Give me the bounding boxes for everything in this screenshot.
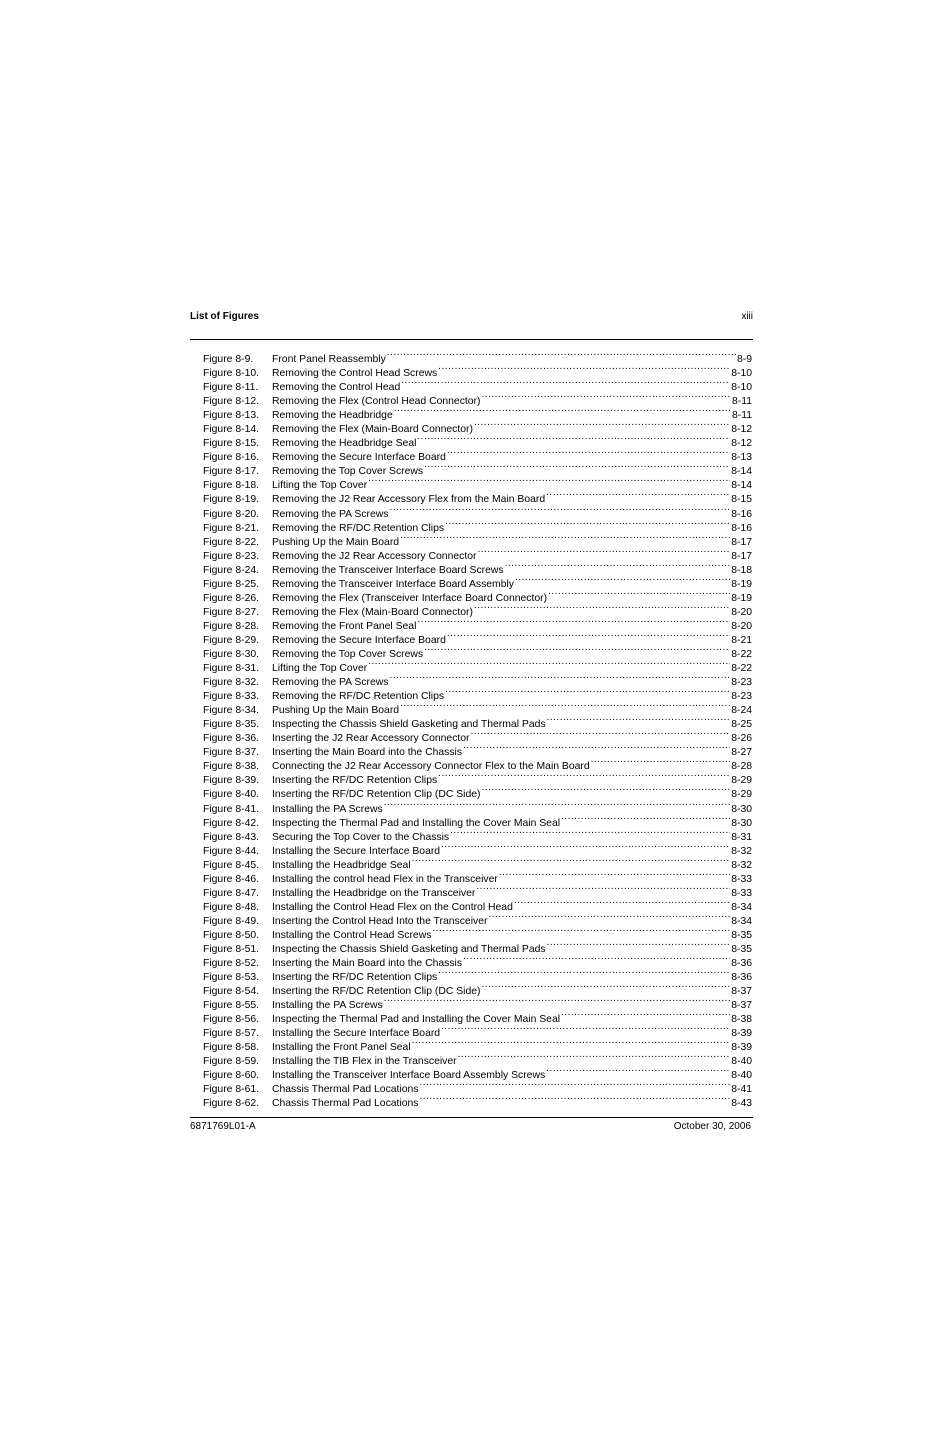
figure-number: Figure 8-47. [203, 887, 260, 899]
page-footer [190, 1121, 753, 1135]
figure-title: Installing the Headbridge Seal [272, 859, 411, 871]
figure-number: Figure 8-60. [203, 1070, 260, 1082]
dot-leader [384, 994, 731, 1008]
figure-number: Figure 8-10. [203, 368, 260, 380]
dot-leader [514, 896, 730, 910]
figure-title: Installing the Control Head Screws [272, 929, 432, 941]
figure-number: Figure 8-53. [203, 972, 260, 984]
footer-doc-number: 6871769L01-A [190, 1121, 256, 1132]
figure-page-number: 8-12 [731, 424, 752, 436]
figure-number: Figure 8-59. [203, 1056, 260, 1068]
figure-number: Figure 8-30. [203, 648, 260, 660]
figure-title: Removing the Flex (Transceiver Interface Board Connector) [272, 592, 548, 604]
dot-leader [463, 741, 730, 755]
figure-title: Inspecting the Chassis Shield Gasketing and Thermal Pads [272, 719, 546, 731]
figure-page-number: 8-30 [731, 817, 752, 829]
figure-title: Removing the J2 Rear Accessory Connector [272, 550, 477, 562]
figure-title: Removing the Transceiver Interface Board Assembly [272, 578, 514, 590]
figure-page-number: 8-9 [736, 354, 752, 365]
dot-leader [432, 924, 730, 938]
figure-title: Removing the RF/DC Retention Clips [272, 522, 445, 534]
dot-leader [368, 474, 730, 488]
figure-title: Installing the Control Head Flex on the Control Head [272, 901, 513, 913]
figure-title: Inserting the Control Head Into the Transceiver [272, 915, 488, 927]
figure-title: Removing the Top Cover Screws [272, 466, 424, 478]
figure-page-number: 8-33 [731, 873, 752, 885]
figure-page-number: 8-35 [731, 929, 752, 941]
dot-leader [384, 798, 731, 812]
figure-page-number: 8-33 [731, 887, 752, 899]
figure-page-number: 8-18 [731, 564, 752, 576]
figure-page-number: 8-20 [731, 606, 752, 618]
figure-number: Figure 8-43. [203, 831, 260, 843]
figure-title: Installing the Headbridge on the Transceiver [272, 887, 476, 899]
dot-leader [546, 1064, 730, 1078]
dot-leader [546, 488, 730, 502]
figure-title: Chassis Thermal Pad Locations [272, 1098, 419, 1110]
dot-leader [488, 910, 730, 924]
figure-number: Figure 8-21. [203, 522, 260, 534]
dot-leader [438, 362, 730, 376]
dot-leader [476, 882, 730, 896]
figure-number: Figure 8-32. [203, 677, 260, 689]
dot-leader [438, 966, 730, 980]
figure-title: Chassis Thermal Pad Locations [272, 1084, 419, 1096]
figure-number: Figure 8-11. [203, 382, 259, 394]
figure-page-number: 8-17 [731, 550, 752, 562]
figure-title: Lifting the Top Cover [272, 480, 368, 492]
figure-title: Connecting the J2 Rear Accessory Connector Flex to the Main Board [272, 761, 590, 773]
dot-leader [447, 446, 730, 460]
dot-leader [389, 671, 730, 685]
figure-number: Figure 8-55. [203, 1000, 260, 1012]
dot-leader [389, 503, 730, 517]
dot-leader [450, 826, 730, 840]
figure-page-number: 8-28 [731, 761, 752, 773]
figure-title: Pushing Up the Main Board [272, 705, 400, 717]
figure-number: Figure 8-14. [203, 424, 260, 436]
figure-number: Figure 8-36. [203, 733, 260, 745]
figure-number: Figure 8-45. [203, 859, 260, 871]
dot-leader [547, 713, 731, 727]
figure-number: Figure 8-22. [203, 536, 260, 548]
figure-number: Figure 8-49. [203, 915, 260, 927]
figure-page-number: 8-22 [731, 663, 752, 675]
figure-number: Figure 8-29. [203, 634, 260, 646]
figure-number: Figure 8-51. [203, 943, 260, 955]
figure-title: Removing the Top Cover Screws [272, 648, 424, 660]
figure-number: Figure 8-23. [203, 550, 260, 562]
figure-number: Figure 8-19. [203, 494, 260, 506]
figure-number: Figure 8-20. [203, 508, 260, 520]
dot-leader [515, 573, 730, 587]
dot-leader [474, 601, 730, 615]
figure-number: Figure 8-26. [203, 592, 260, 604]
footer-rule [190, 1117, 753, 1118]
figure-title: Removing the RF/DC Retention Clips [272, 691, 445, 703]
dot-leader [441, 1022, 730, 1036]
figure-page-number: 8-34 [731, 915, 752, 927]
figure-number: Figure 8-42. [203, 817, 260, 829]
figure-number: Figure 8-38. [203, 761, 260, 773]
figure-number: Figure 8-9. [203, 354, 254, 365]
figure-title: Pushing Up the Main Board [272, 536, 400, 548]
figure-number: Figure 8-54. [203, 986, 260, 998]
dot-leader [447, 629, 730, 643]
figure-title: Removing the Secure Interface Board [272, 452, 446, 464]
figure-page-number: 8-10 [731, 382, 752, 394]
figure-title: Installing the Transceiver Interface Board Assembly Screws [272, 1070, 546, 1082]
figure-number: Figure 8-13. [203, 410, 260, 422]
figure-title: Removing the Control Head [272, 382, 401, 394]
figure-title: Removing the Headbridge [272, 410, 393, 422]
figure-title: Inserting the RF/DC Retention Clips [272, 972, 438, 984]
dot-leader [481, 390, 730, 404]
dot-leader [481, 980, 730, 994]
figure-page-number: 8-19 [731, 578, 752, 590]
dot-leader [463, 952, 730, 966]
dot-leader [477, 545, 730, 559]
figure-number: Figure 8-28. [203, 620, 260, 632]
figure-page-number: 8-32 [731, 845, 752, 857]
figure-page-number: 8-36 [731, 958, 752, 970]
figure-title: Removing the Flex (Main-Board Connector) [272, 424, 473, 436]
figure-title: Front Panel Reassembly [272, 354, 386, 365]
figure-page-number: 8-40 [731, 1056, 752, 1068]
dot-leader [458, 1050, 731, 1064]
figure-title: Inserting the RF/DC Retention Clip (DC Side) [272, 789, 481, 801]
footer-date: October 30, 2006 [673, 1121, 751, 1132]
figure-number: Figure 8-25. [203, 578, 260, 590]
dot-leader [474, 418, 730, 432]
figure-number: Figure 8-12. [203, 396, 260, 408]
dot-leader [547, 938, 731, 952]
figure-page-number: 8-35 [731, 943, 752, 955]
figure-title: Inspecting the Thermal Pad and Installing the Cover Main Seal [272, 817, 561, 829]
figure-title: Inserting the J2 Rear Accessory Connector [272, 733, 470, 745]
figure-number: Figure 8-40. [203, 789, 260, 801]
dot-leader [412, 854, 731, 868]
figure-page-number: 8-37 [731, 1000, 752, 1012]
dot-leader [400, 531, 730, 545]
figure-page-number: 8-37 [731, 986, 752, 998]
figure-page-number: 8-38 [731, 1014, 752, 1026]
figure-title: Installing the PA Screws [272, 803, 383, 815]
figure-number: Figure 8-44. [203, 845, 260, 857]
figure-title: Inspecting the Chassis Shield Gasketing and Thermal Pads [272, 943, 546, 955]
figure-number: Figure 8-33. [203, 691, 260, 703]
figure-number: Figure 8-27. [203, 606, 260, 618]
figure-title: Removing the Control Head Screws [272, 368, 438, 380]
figure-title: Removing the Headbridge Seal [272, 438, 417, 450]
figure-page-number: 8-14 [731, 480, 752, 492]
figure-page-number: 8-26 [731, 733, 752, 745]
dot-leader [387, 348, 736, 362]
figure-title: Inserting the Main Board into the Chassis [272, 747, 463, 759]
figure-page-number: 8-10 [731, 368, 752, 380]
figure-number: Figure 8-34. [203, 705, 260, 717]
figure-page-number: 8-14 [731, 466, 752, 478]
figure-number: Figure 8-17. [203, 466, 260, 478]
figure-page-number: 8-43 [731, 1098, 752, 1110]
figure-title: Installing the PA Screws [272, 1000, 383, 1012]
dot-leader [412, 1036, 731, 1050]
figure-page-number: 8-31 [731, 831, 752, 843]
dot-leader [401, 376, 730, 390]
figure-title: Inserting the RF/DC Retention Clip (DC Side) [272, 986, 481, 998]
dot-leader [438, 769, 730, 783]
figure-number: Figure 8-57. [203, 1028, 260, 1040]
figure-page-number: 8-19 [731, 592, 752, 604]
dot-leader [561, 1008, 730, 1022]
figure-number: Figure 8-41. [203, 803, 260, 815]
figure-number: Figure 8-15. [203, 438, 260, 450]
dot-leader [441, 840, 730, 854]
dot-leader [499, 868, 730, 882]
figure-page-number: 8-36 [731, 972, 752, 984]
figure-title: Inserting the Main Board into the Chassis [272, 958, 463, 970]
dot-leader [400, 699, 730, 713]
figure-title: Removing the Transceiver Interface Board Screws [272, 564, 504, 576]
figure-page-number: 8-23 [731, 691, 752, 703]
dot-leader [420, 1092, 731, 1106]
figure-title: Installing the Secure Interface Board [272, 845, 441, 857]
figure-title: Removing the Front Panel Seal [272, 620, 417, 632]
figure-page-number: 8-12 [731, 438, 752, 450]
figure-page-number: 8-39 [731, 1042, 752, 1054]
figure-number: Figure 8-35. [203, 719, 260, 731]
figure-title: Lifting the Top Cover [272, 663, 368, 675]
figure-page-number: 8-34 [731, 901, 752, 913]
figure-number: Figure 8-56. [203, 1014, 260, 1026]
figure-page-number: 8-23 [731, 677, 752, 689]
figure-page-number: 8-29 [731, 775, 752, 787]
dot-leader [445, 517, 730, 531]
figure-number: Figure 8-46. [203, 873, 260, 885]
figure-number: Figure 8-39. [203, 775, 260, 787]
figure-page-number: 8-22 [731, 648, 752, 660]
dot-leader [561, 812, 730, 826]
figure-title: Removing the Flex (Control Head Connector) [272, 396, 481, 408]
header-page-number: xiii [741, 311, 753, 322]
figure-number: Figure 8-62. [203, 1098, 260, 1110]
dot-leader [445, 685, 730, 699]
figure-number: Figure 8-50. [203, 929, 260, 941]
figure-page-number: 8-24 [731, 705, 752, 717]
figure-number: Figure 8-48. [203, 901, 260, 913]
figure-number: Figure 8-16. [203, 452, 260, 464]
figure-title: Removing the PA Screws [272, 508, 389, 520]
page-header [190, 311, 753, 327]
header-rule [190, 339, 753, 340]
dot-leader [548, 587, 730, 601]
figure-title: Removing the PA Screws [272, 677, 389, 689]
dot-leader [424, 460, 730, 474]
figure-page-number: 8-16 [731, 508, 752, 520]
figure-page-number: 8-40 [731, 1070, 752, 1082]
figure-title: Installing the control head Flex in the Transceiver [272, 873, 498, 885]
figure-page-number: 8-32 [731, 859, 752, 871]
figure-title: Removing the J2 Rear Accessory Flex from the Main Board [272, 494, 546, 506]
figure-title: Inspecting the Thermal Pad and Installing the Cover Main Seal [272, 1014, 561, 1026]
figure-page-number: 8-39 [731, 1028, 752, 1040]
dot-leader [394, 404, 731, 418]
dot-leader [471, 727, 731, 741]
figure-page-number: 8-17 [731, 536, 752, 548]
figure-number: Figure 8-31. [203, 663, 260, 675]
figure-title: Inserting the RF/DC Retention Clips [272, 775, 438, 787]
dot-leader [481, 783, 730, 797]
figure-page-number: 8-27 [731, 747, 752, 759]
figure-number: Figure 8-18. [203, 480, 260, 492]
figure-number: Figure 8-24. [203, 564, 260, 576]
figure-number: Figure 8-58. [203, 1042, 260, 1054]
figure-list-item[interactable] [203, 348, 752, 365]
figure-number: Figure 8-52. [203, 958, 260, 970]
dot-leader [505, 559, 731, 573]
figure-page-number: 8-21 [731, 634, 752, 646]
dot-leader [591, 755, 731, 769]
figure-title: Removing the Flex (Main-Board Connector) [272, 606, 473, 618]
figure-page-number: 8-20 [731, 620, 752, 632]
dot-leader [417, 615, 730, 629]
figure-page-number: 8-41 [731, 1084, 752, 1096]
figure-title: Installing the Front Panel Seal [272, 1042, 411, 1054]
list-of-figures [203, 348, 752, 1110]
figure-page-number: 8-11 [731, 396, 752, 408]
figure-page-number: 8-16 [731, 522, 752, 534]
figure-number: Figure 8-61. [203, 1084, 260, 1096]
figure-page-number: 8-15 [731, 494, 752, 506]
figure-title: Securing the Top Cover to the Chassis [272, 831, 450, 843]
figure-page-number: 8-30 [731, 803, 752, 815]
figure-number: Figure 8-37. [203, 747, 260, 759]
dot-leader [417, 432, 730, 446]
figure-page-number: 8-29 [731, 789, 752, 801]
dot-leader [420, 1078, 731, 1092]
dot-leader [368, 657, 730, 671]
figure-page-number: 8-13 [731, 452, 752, 464]
figure-page-number: 8-11 [731, 410, 752, 422]
figure-title: Installing the Secure Interface Board [272, 1028, 441, 1040]
figure-title: Removing the Secure Interface Board [272, 634, 446, 646]
dot-leader [424, 643, 730, 657]
figure-title: Installing the TIB Flex in the Transceiver [272, 1056, 457, 1068]
figure-page-number: 8-25 [731, 719, 752, 731]
header-title: List of Figures [190, 311, 259, 322]
